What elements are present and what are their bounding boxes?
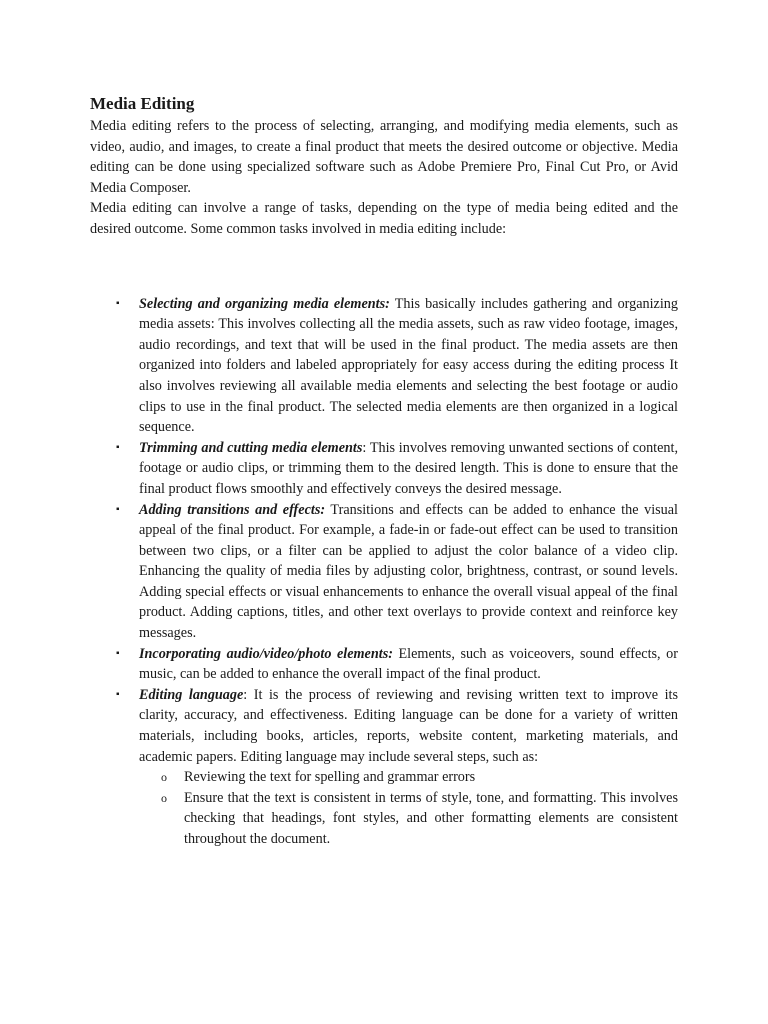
list-item-lead: Adding transitions and effects: xyxy=(139,501,326,518)
list-item-lead: Editing language xyxy=(139,686,244,703)
list-item-text: : It is the process of reviewing and revising written text to improve its clarity, accuracy, and effectiveness. Editing language can be done for a variety of written materials, including books, articles, reports, website content, marketing materials, and academic papers. Editing language may include several steps, such as: xyxy=(139,686,679,765)
list-item-text: : This involves removing unwanted sections of content, footage or audio clips, or trimming them to the desired length. This is done to ensure that the final product flows smoothly and effectively conveys the desired message. xyxy=(139,439,678,497)
square-bullet-icon: ▪ xyxy=(116,647,120,659)
list-item-text: This basically includes gathering and organizing media assets: This involves collecting all the media assets, such as raw video footage, images, audio recordings, and text that will be used in the final product. The media assets are then organized into folders and labeled appropriately for easy access during the editing process It also involves reviewing all available media elements and selecting the best footage or audio clips to use in the final product. The selected media elements are then organized in a logical sequence. xyxy=(139,295,678,436)
square-bullet-icon: ▪ xyxy=(116,297,120,309)
circle-bullet-icon: o xyxy=(161,790,167,805)
task-list xyxy=(90,294,678,850)
document-page xyxy=(90,92,678,850)
sub-list-item xyxy=(139,788,678,850)
list-item xyxy=(90,644,678,685)
square-bullet-icon: ▪ xyxy=(116,688,120,700)
sub-list xyxy=(139,767,678,849)
list-item-lead: Selecting and organizing media elements: xyxy=(139,295,390,312)
list-item-lead: Incorporating audio/video/photo elements: xyxy=(139,645,393,662)
list-item-text: Transitions and effects can be added to enhance the visual appeal of the final product. For example, a fade-in or fade-out effect can be used to transition between two clips, or a filter can be applied to adjust the color balance of a video clip. Enhancing the quality of media files by adjusting color, brightness, contrast, or sound levels. Adding special effects or visual enhancements to enhance the overall visual appeal of the final product. Adding captions, titles, and other text overlays to provide context and reinforce key messages. xyxy=(139,501,679,642)
list-item-text: Elements, such as voiceovers, sound effects, or music, can be added to enhance the overall impact of the final product. xyxy=(139,645,678,683)
sub-list-item-text: Reviewing the text for spelling and grammar errors xyxy=(184,769,476,786)
list-item xyxy=(90,438,678,500)
square-bullet-icon: ▪ xyxy=(116,441,120,453)
list-item xyxy=(90,294,678,438)
circle-bullet-icon: o xyxy=(161,770,167,785)
page-title: Media Editing xyxy=(90,94,195,113)
sub-list-item-text: Ensure that the text is consistent in terms of style, tone, and formatting. This involves checking that headings, font styles, and other formatting elements are consistent throughout the document. xyxy=(184,789,678,847)
sub-list-item xyxy=(139,767,678,788)
intro-paragraph: Media editing refers to the process of selecting, arranging, and modifying media elements, such as video, audio, and images, to create a final product that meets the desired outcome or objective. Media editing can be done using specialized software such as Adobe Premiere Pro, Final Cut Pro, or Avid Media Composer. xyxy=(90,118,678,196)
square-bullet-icon: ▪ xyxy=(116,503,120,515)
list-item xyxy=(90,500,678,644)
tasks-paragraph: Media editing can involve a range of tasks, depending on the type of media being edited and the desired outcome. Some common tasks involved in media editing include: xyxy=(90,200,678,237)
list-item-lead: Trimming and cutting media elements xyxy=(139,439,363,456)
list-item xyxy=(90,685,678,850)
